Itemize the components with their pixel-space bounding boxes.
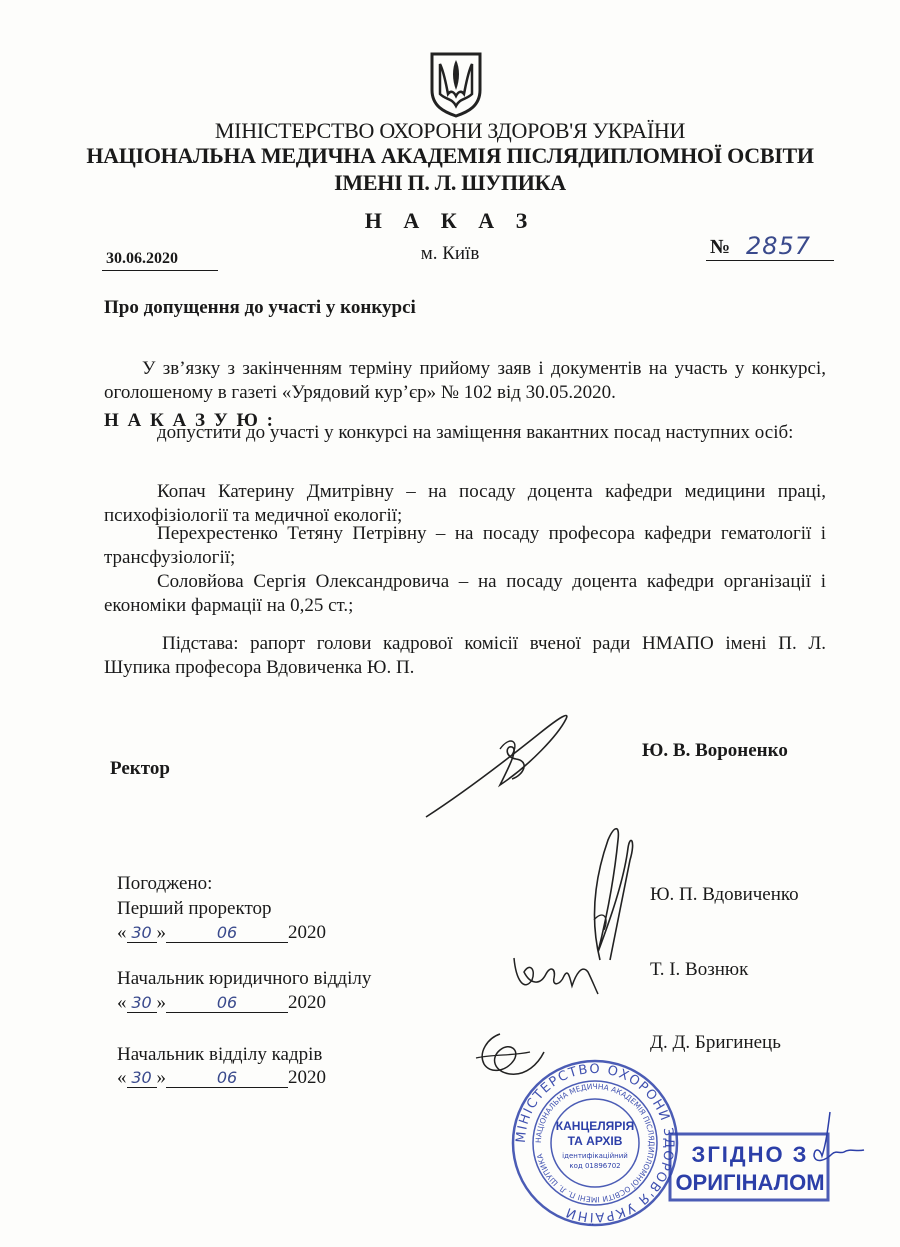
stamp-center-line4: код 01896702 <box>569 1162 621 1170</box>
signature-vdovychenko-icon <box>580 820 640 970</box>
approval-position-1: Перший проректор <box>117 898 272 919</box>
number-value: 2857 <box>746 232 812 260</box>
signature-vozniuk-icon <box>510 950 600 1000</box>
approval-year-3: 2020 <box>288 1067 326 1088</box>
approval-date-2: « 30 » 06 2020 <box>117 992 326 1013</box>
approval-date-3: « 30 » 06 2020 <box>117 1067 326 1088</box>
approval-month-3: 06 <box>166 1068 288 1088</box>
trident-emblem-icon <box>428 50 484 118</box>
stamp-center-line2: ТА АРХІВ <box>567 1134 623 1148</box>
rector-name: Ю. В. Вороненко <box>642 740 788 761</box>
person-paragraph-1: Копач Катерину Дмитрівну – на посаду доцента кафедри медицини праці, психофізіології та медичної екології; <box>104 481 826 526</box>
stamp-rect-line1: ЗГІДНО З <box>691 1142 809 1167</box>
order-number <box>706 234 834 261</box>
stamp-center-line3: ідентифікаційний <box>562 1152 628 1160</box>
order-word: Н А К А З У Ю : <box>104 410 275 431</box>
approval-name-1: Ю. П. Вдовиченко <box>650 884 799 905</box>
approval-position-3: Начальник відділу кадрів <box>117 1044 323 1065</box>
order-date: 30.06.2020 <box>102 250 218 271</box>
order-subject: Про допущення до участі у конкурсі <box>104 297 416 318</box>
rector-label: Ректор <box>110 758 170 779</box>
stamp-outer-text: МІНІСТЕРСТВО ОХОРОНИ ЗДОРОВ'Я УКРАЇНИ <box>513 1061 677 1225</box>
approval-month-1: 06 <box>166 923 288 943</box>
approval-year-2: 2020 <box>288 992 326 1013</box>
person-paragraph-3: Соловйова Сергія Олександровича – на посаду доцента кафедри організації і економіки фармації на 0,25 ст.; <box>104 571 826 616</box>
certification-signature-icon <box>800 1108 870 1178</box>
number-label: № <box>710 236 731 258</box>
approval-day-3: 30 <box>127 1068 157 1088</box>
stamp-inner-text: НАЦІОНАЛЬНА МЕДИЧНА АКАДЕМІЯ ПІСЛЯДИПЛОМНОЇ ОСВІТИ ІМЕНІ П. Л. ШУПИКА <box>533 1081 657 1205</box>
approval-day-1: 30 <box>127 923 157 943</box>
agreed-label: Погоджено: <box>117 873 213 894</box>
approval-year-1: 2020 <box>288 922 326 943</box>
approval-name-3: Д. Д. Бригинець <box>650 1032 781 1053</box>
ministry-name: МІНІСТЕРСТВО ОХОРОНИ ЗДОРОВ'Я УКРАЇНИ <box>214 118 686 143</box>
approval-date-1: « 30 » 06 2020 <box>117 922 326 943</box>
stamp-rect-line2: ОРИГІНАЛОМ <box>675 1170 825 1195</box>
approval-position-2: Начальник юридичного відділу <box>117 968 372 989</box>
order-title: Н А К А З <box>364 208 536 233</box>
stamp-center-line1: КАНЦЕЛЯРІЯ <box>555 1119 635 1133</box>
office-round-stamp-icon <box>510 1058 680 1228</box>
basis-paragraph: Підстава: рапорт голови кадрової комісії вченої ради НМАПО імені П. Л. Шупика професора Вдовиченка Ю. П. <box>104 633 826 678</box>
academy-name-line2: ІМЕНІ П. Л. ШУПИКА <box>334 170 566 195</box>
decision-paragraph: допустити до участі у конкурсі на заміщення вакантних посад наступних осіб: <box>157 422 794 443</box>
academy-name-line1: НАЦІОНАЛЬНА МЕДИЧНА АКАДЕМІЯ ПІСЛЯДИПЛОМНОЇ ОСВІТИ <box>86 143 814 168</box>
approval-day-2: 30 <box>127 993 157 1013</box>
rector-signature-icon <box>420 705 590 825</box>
approval-name-2: Т. І. Вознюк <box>650 959 749 980</box>
approval-month-2: 06 <box>166 993 288 1013</box>
person-paragraph-2: Перехрестенко Тетяну Петрівну – на посаду професора кафедри гематології і трансфузіології; <box>104 523 826 568</box>
intro-paragraph: У зв’язку з закінченням терміну прийому заяв і документів на участь у конкурсі, оголошеному в газеті «Урядовий кур’єр» № 102 від 30.05.2020. <box>104 358 826 403</box>
order-city: м. Київ <box>420 243 480 264</box>
